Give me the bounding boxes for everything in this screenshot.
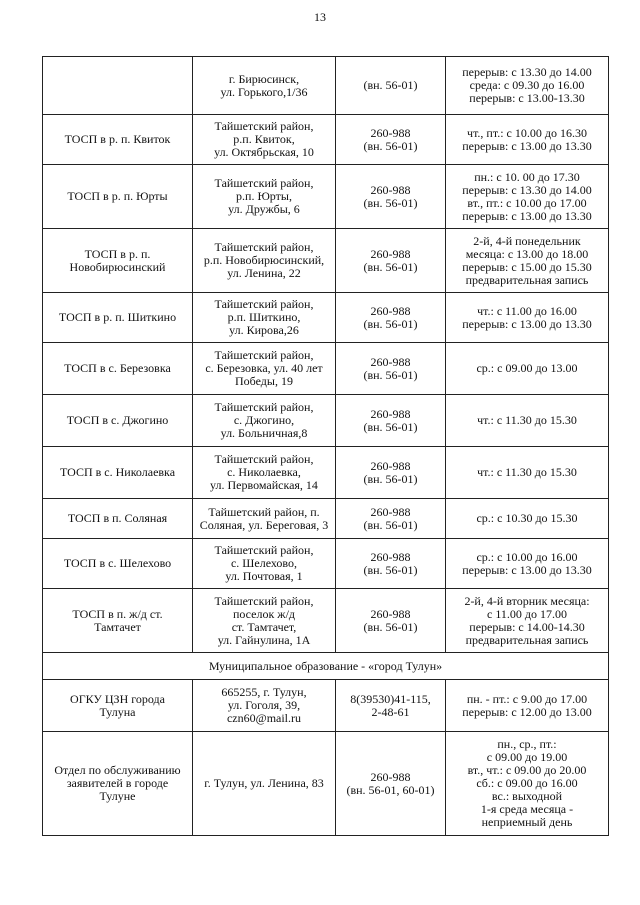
table-row <box>43 732 609 836</box>
office-schedule: чт., пт.: с 10.00 до 16.30 перерыв: с 13.00 до 13.30 <box>446 115 609 165</box>
office-phone: 260-988 (вн. 56-01) <box>336 447 446 499</box>
office-address: Тайшетский район, р.п. Юрты, ул. Дружбы, 6 <box>193 165 336 229</box>
office-phone: 260-988 (вн. 56-01, 60-01) <box>336 732 446 836</box>
office-address: Тайшетский район, с. Шелехово, ул. Почтовая, 1 <box>193 539 336 589</box>
section-row <box>43 653 609 680</box>
table-row <box>43 115 609 165</box>
office-phone: 260-988 (вн. 56-01) <box>336 395 446 447</box>
office-address: г. Тулун, ул. Ленина, 83 <box>193 732 336 836</box>
office-schedule: пн. - пт.: с 9.00 до 17.00 перерыв: с 12.00 до 13.00 <box>446 680 609 732</box>
office-address: Тайшетский район, с. Николаевка, ул. Первомайская, 14 <box>193 447 336 499</box>
office-schedule: пн., ср., пт.: с 09.00 до 19.00 вт., чт.: с 09.00 до 20.00 сб.: с 09.00 до 16.00 вс.: выходной 1-я среда месяца - неприемный день <box>446 732 609 836</box>
page-number: 13 <box>314 10 326 24</box>
office-name: ТОСП в с. Шелехово <box>43 539 193 589</box>
office-name: Отдел по обслуживанию заявителей в городе Тулуне <box>43 732 193 836</box>
table-row <box>43 293 609 343</box>
office-address: Тайшетский район, р.п. Новобирюсинский, ул. Ленина, 22 <box>193 229 336 293</box>
office-schedule: чт.: с 11.30 до 15.30 <box>446 395 609 447</box>
office-schedule: 2-й, 4-й понедельник месяца: с 13.00 до 18.00 перерыв: с 15.00 до 15.30 предварительная запись <box>446 229 609 293</box>
table-row <box>43 680 609 732</box>
office-schedule: ср.: с 10.00 до 16.00 перерыв: с 13.00 до 13.30 <box>446 539 609 589</box>
office-schedule: 2-й, 4-й вторник месяца: с 11.00 до 17.00 перерыв: с 14.00-14.30 предварительная запись <box>446 589 609 653</box>
office-phone: 260-988 (вн. 56-01) <box>336 293 446 343</box>
table-row <box>43 499 609 539</box>
office-address: Тайшетский район, р.п. Шиткино, ул. Кирова,26 <box>193 293 336 343</box>
table-section <box>43 653 609 680</box>
office-address: г. Бирюсинск, ул. Горького,1/36 <box>193 57 336 115</box>
office-phone: 260-988 (вн. 56-01) <box>336 343 446 395</box>
office-phone: 260-988 (вн. 56-01) <box>336 589 446 653</box>
office-address: 665255, г. Тулун, ул. Гоголя, 39, czn60@mail.ru <box>193 680 336 732</box>
table-row <box>43 395 609 447</box>
office-schedule: пн.: с 10. 00 до 17.30 перерыв: с 13.30 до 14.00 вт., пт.: с 10.00 до 17.00 перерыв: с 13.00 до 13.30 <box>446 165 609 229</box>
office-name: ТОСП в п. ж/д ст. Тамтачет <box>43 589 193 653</box>
table-body-tayshet <box>43 57 609 653</box>
table-row <box>43 57 609 115</box>
office-name: ТОСП в р. п. Новобирюсинский <box>43 229 193 293</box>
offices-table <box>42 56 609 836</box>
office-name: ОГКУ ЦЗН города Тулуна <box>43 680 193 732</box>
office-name: ТОСП в с. Березовка <box>43 343 193 395</box>
table-row <box>43 539 609 589</box>
office-phone: 260-988 (вн. 56-01) <box>336 165 446 229</box>
office-address: Тайшетский район, р.п. Квиток, ул. Октябрьская, 10 <box>193 115 336 165</box>
office-phone: 260-988 (вн. 56-01) <box>336 229 446 293</box>
office-address: Тайшетский район, поселок ж/д ст. Тамтачет, ул. Гайнулина, 1А <box>193 589 336 653</box>
office-schedule: ср.: с 09.00 до 13.00 <box>446 343 609 395</box>
office-address: Тайшетский район, с. Джогино, ул. Больничная,8 <box>193 395 336 447</box>
office-schedule: ср.: с 10.30 до 15.30 <box>446 499 609 539</box>
office-name: ТОСП в р. п. Квиток <box>43 115 193 165</box>
office-phone: (вн. 56-01) <box>336 57 446 115</box>
office-name: ТОСП в р. п. Юрты <box>43 165 193 229</box>
table-row <box>43 229 609 293</box>
office-name: ТОСП в р. п. Шиткино <box>43 293 193 343</box>
table-body-tulun <box>43 680 609 836</box>
office-schedule: чт.: с 11.30 до 15.30 <box>446 447 609 499</box>
section-title: Муниципальное образование - «город Тулун» <box>43 653 609 680</box>
office-name: ТОСП в п. Соляная <box>43 499 193 539</box>
office-name: ТОСП в с. Джогино <box>43 395 193 447</box>
office-name: ТОСП в с. Николаевка <box>43 447 193 499</box>
table-row <box>43 447 609 499</box>
office-phone: 8(39530)41-115, 2-48-61 <box>336 680 446 732</box>
table-row <box>43 589 609 653</box>
office-schedule: перерыв: с 13.30 до 14.00 среда: с 09.30 до 16.00 перерыв: с 13.00-13.30 <box>446 57 609 115</box>
office-address: Тайшетский район, с. Березовка, ул. 40 лет Победы, 19 <box>193 343 336 395</box>
table-row <box>43 165 609 229</box>
office-name <box>43 57 193 115</box>
office-address: Тайшетский район, п. Соляная, ул. Береговая, 3 <box>193 499 336 539</box>
office-phone: 260-988 (вн. 56-01) <box>336 539 446 589</box>
office-schedule: чт.: с 11.00 до 16.00 перерыв: с 13.00 до 13.30 <box>446 293 609 343</box>
office-phone: 260-988 (вн. 56-01) <box>336 115 446 165</box>
table-row <box>43 343 609 395</box>
office-phone: 260-988 (вн. 56-01) <box>336 499 446 539</box>
